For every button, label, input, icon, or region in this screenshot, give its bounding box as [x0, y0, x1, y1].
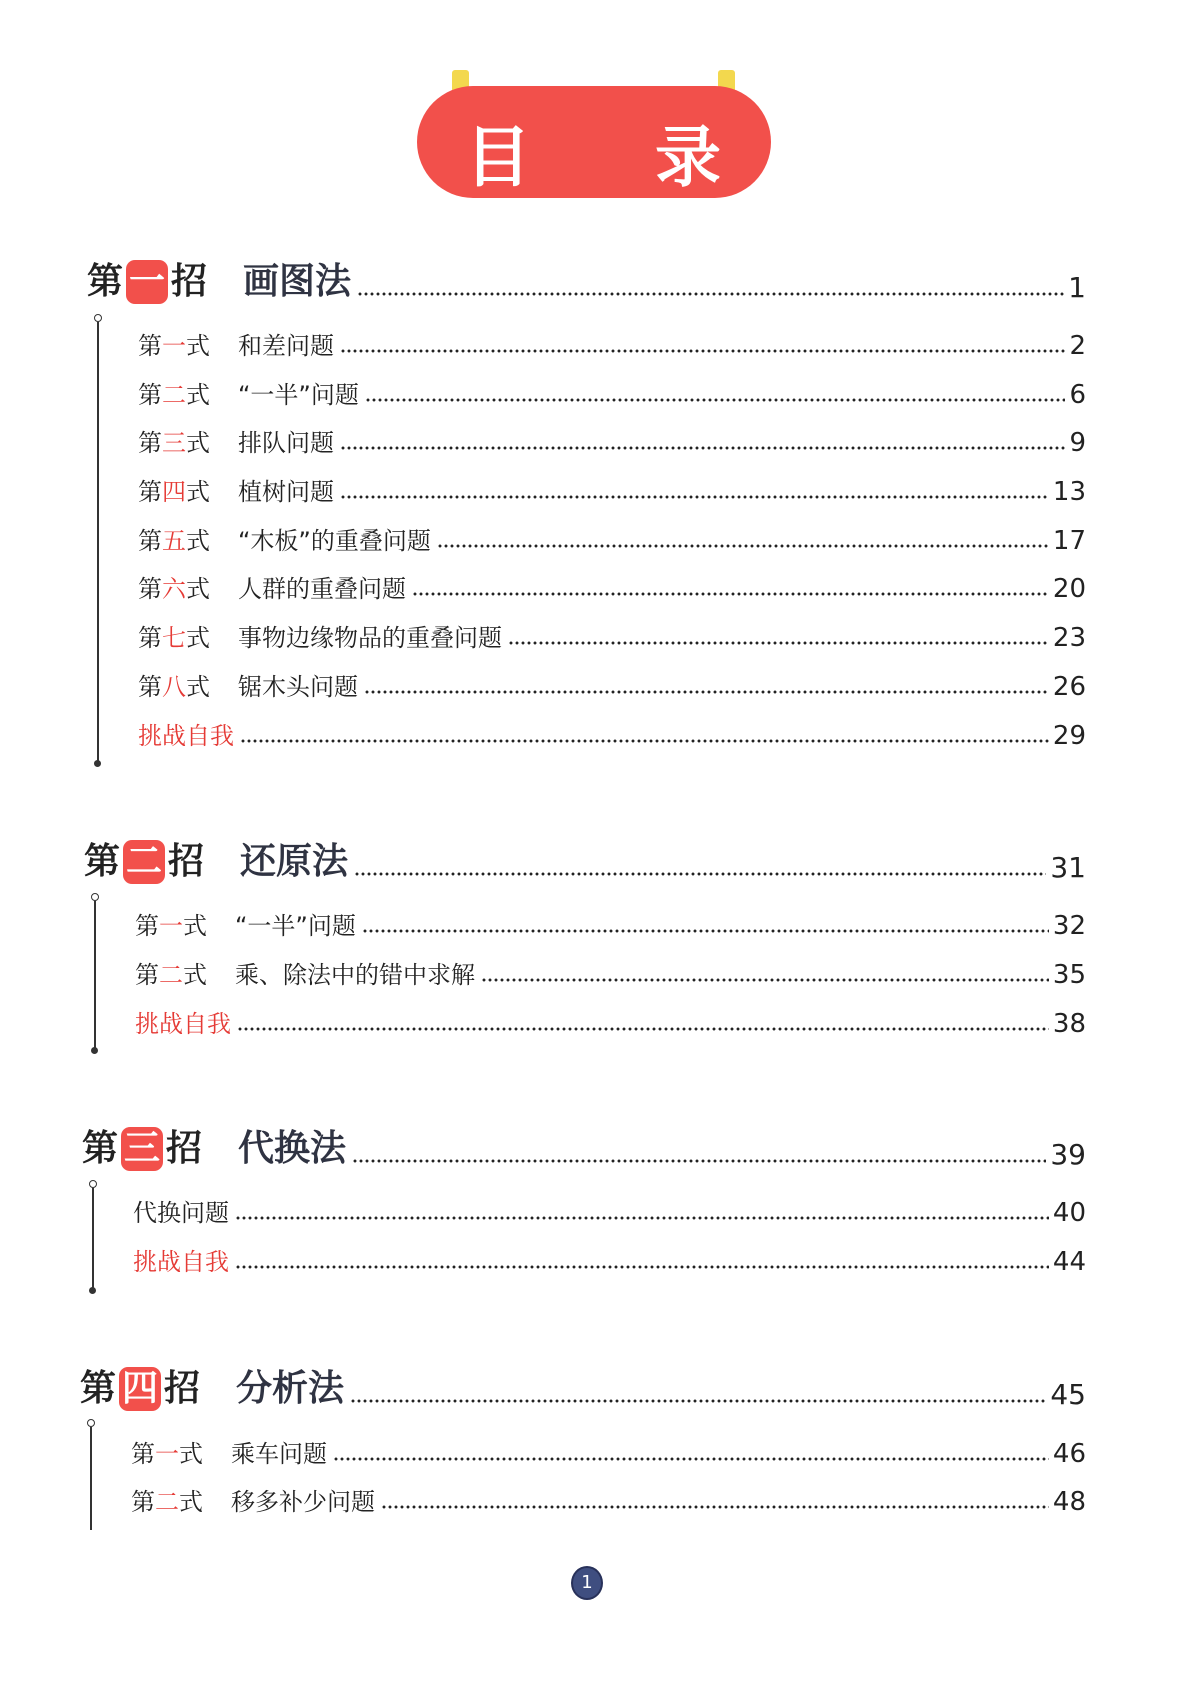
entry-title: 植树问题 [238, 478, 334, 506]
page-number: 1 [571, 1566, 603, 1600]
dot-leader [362, 929, 1049, 933]
dot-leader [437, 544, 1049, 548]
entry-prefix: 第 [131, 1488, 155, 1516]
dot-leader [412, 592, 1049, 596]
entry-suffix: 式 [183, 961, 207, 989]
dot-leader [365, 398, 1066, 402]
toc-entry[interactable] [133, 1194, 1086, 1228]
section-heading[interactable] [87, 256, 1086, 304]
page-title-char: 目 [465, 119, 531, 196]
entry-page: 32 [1052, 911, 1086, 941]
entry-page: 29 [1052, 721, 1086, 751]
section-heading[interactable] [82, 1123, 1086, 1171]
challenge-title: 挑战自我 [135, 1010, 231, 1038]
heading-page: 45 [1050, 1378, 1086, 1411]
heading-prefix: 第 [80, 1368, 117, 1409]
dot-leader [340, 349, 1065, 353]
entry-number: 一 [155, 1440, 179, 1468]
heading-page: 39 [1050, 1138, 1086, 1171]
dot-leader [235, 1216, 1049, 1220]
entry-title: 事物边缘物品的重叠问题 [238, 624, 502, 652]
heading-suffix: 招 [164, 1368, 201, 1409]
entry-suffix: 式 [186, 673, 210, 701]
toc-entry[interactable] [138, 522, 1086, 556]
entry-prefix: 第 [135, 961, 159, 989]
entry-number: 一 [159, 912, 183, 940]
entry-title: 排队问题 [238, 429, 334, 457]
entry-number: 二 [159, 961, 183, 989]
heading-number-badge: 二 [123, 840, 165, 884]
toc-entry[interactable] [138, 619, 1086, 653]
entry-suffix: 式 [183, 912, 207, 940]
dot-leader [350, 1399, 1046, 1403]
entry-page: 35 [1052, 960, 1086, 990]
heading-prefix: 第 [82, 1128, 119, 1169]
heading-number-badge: 一 [126, 260, 168, 304]
entry-title: 代换问题 [133, 1199, 229, 1227]
heading-suffix: 招 [171, 261, 208, 302]
entry-page: 20 [1052, 574, 1086, 604]
entry-title: 乘车问题 [231, 1440, 327, 1468]
dot-leader [352, 1159, 1046, 1163]
entry-page: 6 [1069, 380, 1086, 410]
entry-page: 2 [1069, 331, 1086, 361]
entry-number: 八 [162, 673, 186, 701]
entry-prefix: 第 [138, 332, 162, 360]
dot-leader [481, 978, 1049, 982]
dot-leader [364, 690, 1049, 694]
entry-suffix: 式 [186, 381, 210, 409]
dot-leader [333, 1457, 1049, 1461]
entry-prefix: 第 [138, 429, 162, 457]
dot-leader [508, 641, 1049, 645]
timeline-line [97, 322, 99, 761]
page-title-char: 录 [655, 119, 721, 196]
toc-entry[interactable] [138, 327, 1086, 361]
toc-entry[interactable] [133, 1243, 1086, 1277]
heading-number-badge: 三 [121, 1127, 163, 1171]
entry-number: 六 [162, 575, 186, 603]
entry-title: “一半”问题 [235, 912, 356, 940]
section-heading[interactable] [80, 1363, 1086, 1411]
dot-leader [235, 1265, 1049, 1269]
toc-entry[interactable] [138, 424, 1086, 458]
entry-prefix: 第 [138, 673, 162, 701]
entry-page: 9 [1069, 428, 1086, 458]
heading-prefix: 第 [84, 841, 121, 882]
entry-suffix: 式 [186, 478, 210, 506]
page-title-banner [417, 86, 771, 198]
toc-entry[interactable] [131, 1435, 1086, 1469]
entry-suffix: 式 [186, 527, 210, 555]
dot-leader [354, 872, 1046, 876]
entry-title: “木板”的重叠问题 [238, 527, 431, 555]
dot-leader [237, 1027, 1049, 1031]
toc-entry[interactable] [135, 907, 1086, 941]
toc-entry[interactable] [135, 956, 1086, 990]
challenge-title: 挑战自我 [133, 1248, 229, 1276]
entry-page: 44 [1052, 1247, 1086, 1277]
heading-title: 还原法 [240, 841, 349, 882]
toc-entry[interactable] [138, 570, 1086, 604]
entry-suffix: 式 [186, 624, 210, 652]
entry-title: 锯木头问题 [238, 673, 358, 701]
entry-number: 七 [162, 624, 186, 652]
entry-page: 48 [1052, 1487, 1086, 1517]
heading-suffix: 招 [168, 841, 205, 882]
timeline-line [94, 901, 96, 1048]
entry-number: 四 [162, 478, 186, 506]
entry-number: 五 [162, 527, 186, 555]
entry-suffix: 式 [186, 429, 210, 457]
entry-page: 23 [1052, 623, 1086, 653]
entry-prefix: 第 [138, 381, 162, 409]
entry-suffix: 式 [179, 1440, 203, 1468]
entry-prefix: 第 [138, 624, 162, 652]
dot-leader [357, 292, 1064, 296]
entry-page: 17 [1052, 526, 1086, 556]
entry-suffix: 式 [186, 332, 210, 360]
heading-prefix: 第 [87, 261, 124, 302]
toc-entry[interactable] [131, 1483, 1086, 1517]
dot-leader [340, 495, 1049, 499]
entry-prefix: 第 [138, 575, 162, 603]
heading-number-badge: 四 [119, 1367, 161, 1411]
entry-title: 移多补少问题 [231, 1488, 375, 1516]
entry-title: “一半”问题 [238, 381, 359, 409]
heading-page: 1 [1068, 271, 1086, 304]
entry-page: 46 [1052, 1439, 1086, 1469]
entry-number: 三 [162, 429, 186, 457]
entry-page: 38 [1052, 1009, 1086, 1039]
entry-number: 二 [155, 1488, 179, 1516]
challenge-title: 挑战自我 [138, 722, 234, 750]
entry-title: 人群的重叠问题 [238, 575, 406, 603]
toc-entry[interactable] [135, 1005, 1086, 1039]
entry-prefix: 第 [135, 912, 159, 940]
entry-number: 二 [162, 381, 186, 409]
toc-entry[interactable] [138, 668, 1086, 702]
heading-title: 分析法 [236, 1368, 345, 1409]
toc-entry[interactable] [138, 473, 1086, 507]
heading-title: 画图法 [243, 261, 352, 302]
timeline-line [90, 1427, 92, 1530]
entry-prefix: 第 [138, 527, 162, 555]
heading-page: 31 [1050, 851, 1086, 884]
section-heading[interactable] [84, 836, 1086, 884]
toc-entry[interactable] [138, 717, 1086, 751]
entry-page: 13 [1052, 477, 1086, 507]
timeline-line [92, 1188, 94, 1288]
entry-prefix: 第 [131, 1440, 155, 1468]
entry-suffix: 式 [179, 1488, 203, 1516]
entry-suffix: 式 [186, 575, 210, 603]
entry-prefix: 第 [138, 478, 162, 506]
dot-leader [240, 739, 1049, 743]
entry-title: 和差问题 [238, 332, 334, 360]
entry-page: 26 [1052, 672, 1086, 702]
toc-entry[interactable] [138, 376, 1086, 410]
heading-suffix: 招 [166, 1128, 203, 1169]
dot-leader [340, 446, 1065, 450]
dot-leader [381, 1505, 1049, 1509]
entry-title: 乘、除法中的错中求解 [235, 961, 475, 989]
entry-page: 40 [1052, 1198, 1086, 1228]
entry-number: 一 [162, 332, 186, 360]
heading-title: 代换法 [238, 1128, 347, 1169]
